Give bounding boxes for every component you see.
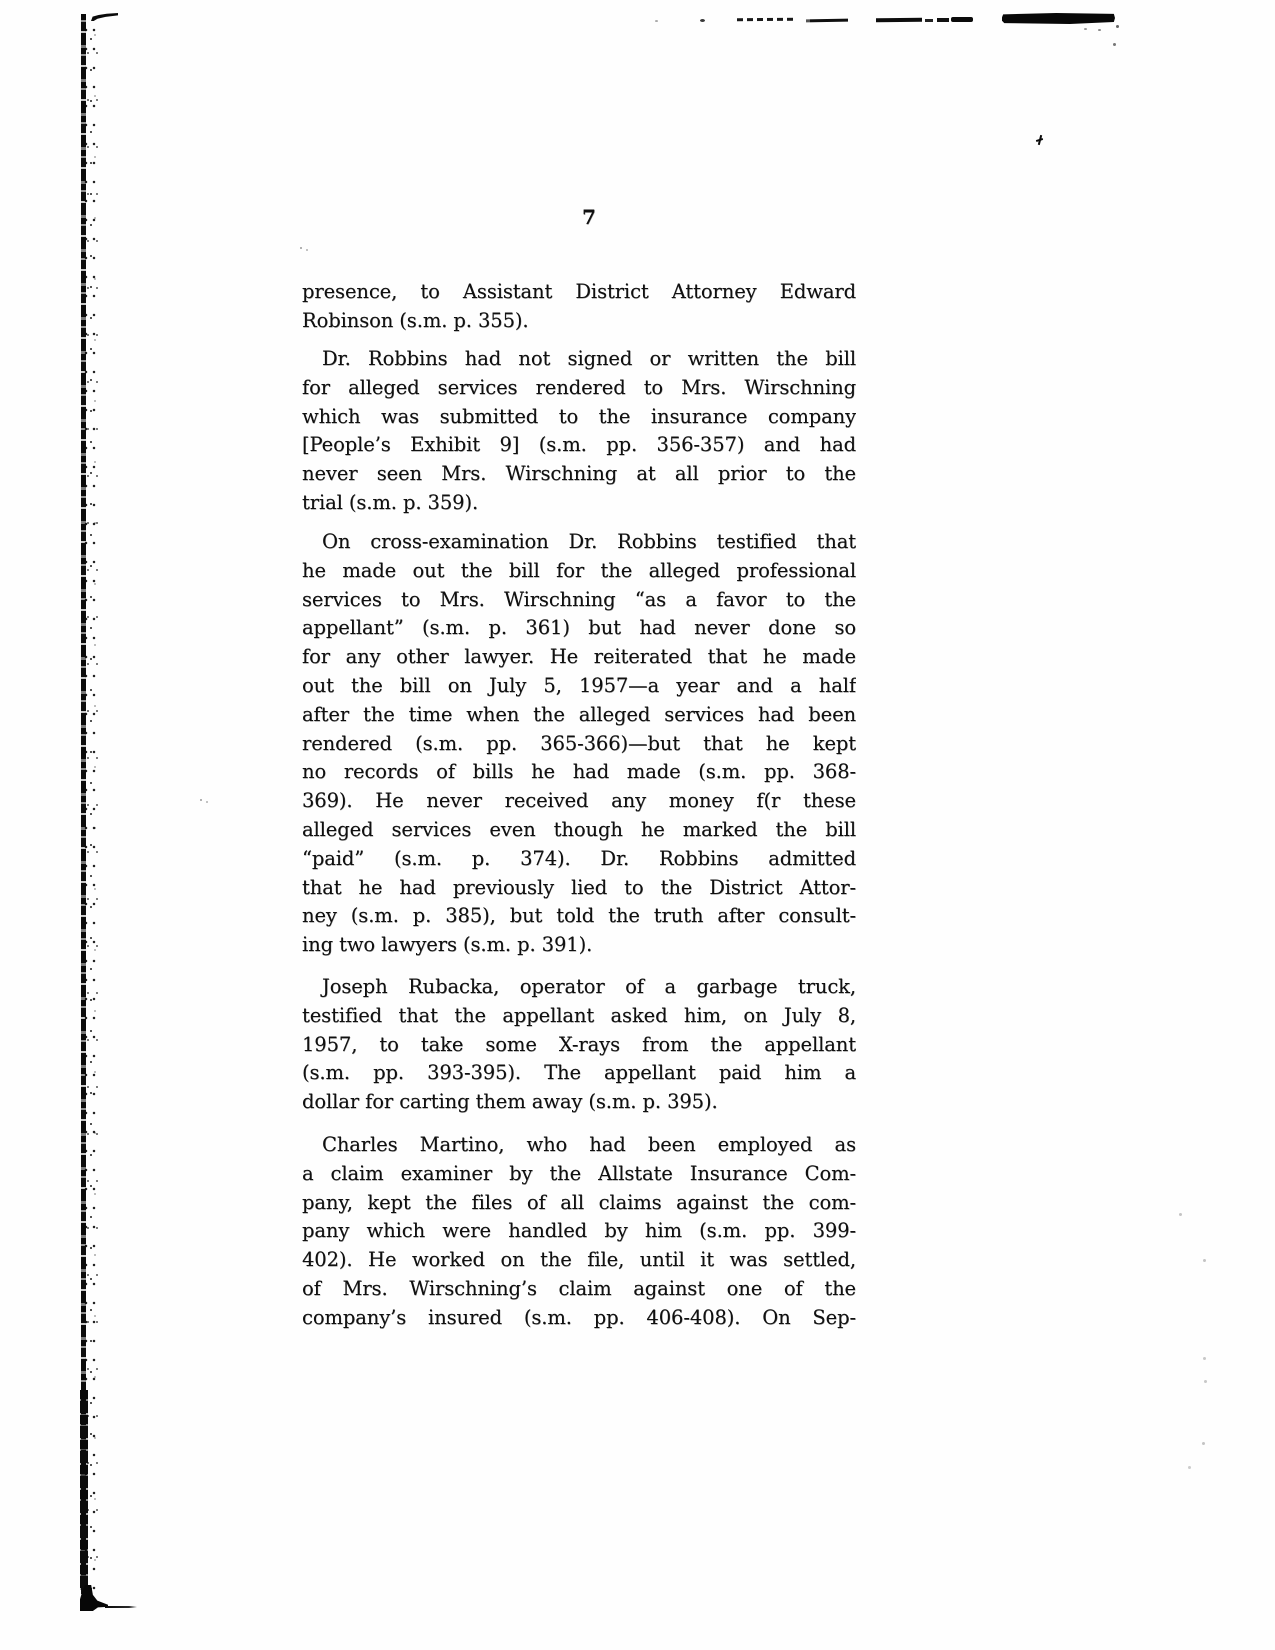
speck-artifact <box>300 247 302 249</box>
paragraph-dr-robbins-bill <box>302 345 856 518</box>
text-line: 402). He worked on the file, until it was settled, <box>302 1248 856 1272</box>
text-line: out the bill on July 5, 1957—a year and a half <box>302 673 856 697</box>
binding-edge-speckle-artifact <box>84 26 100 1594</box>
binding-edge-hook-artifact <box>91 13 118 21</box>
text-line: services to Mrs. Wirschning “as a favor to the <box>302 587 856 611</box>
paragraph-continuation <box>302 278 856 336</box>
speck-artifact <box>206 801 208 803</box>
text-line: rendered (s.m. pp. 365-366)—but that he kept <box>302 731 856 755</box>
speck-artifact <box>1098 29 1101 31</box>
top-streak-artifact <box>951 17 973 22</box>
text-line: Robinson (s.m. p. 355). <box>302 308 529 332</box>
speck-artifact <box>1204 1380 1207 1383</box>
speck-artifact <box>655 20 658 22</box>
text-line: a claim examiner by the Allstate Insurance Com- <box>302 1161 856 1185</box>
text-line: pany, kept the files of all claims against the com- <box>302 1190 856 1214</box>
text-line: dollar for carting them away (s.m. p. 395). <box>302 1090 718 1114</box>
speck-artifact <box>200 799 202 801</box>
binding-edge-dark-artifact <box>80 1390 88 1590</box>
text-line: 369). He never received any money f(r these <box>302 789 856 813</box>
text-line: “paid” (s.m. p. 374). Dr. Robbins admitted <box>302 846 856 870</box>
speck-artifact <box>1203 1357 1206 1360</box>
top-streak-artifact <box>1002 13 1115 24</box>
text-line: Charles Martino, who had been employed as <box>322 1133 856 1156</box>
paragraph-charles-martino <box>302 1131 856 1333</box>
text-line: (s.m. pp. 393-395). The appellant paid him a <box>302 1061 856 1085</box>
speck-artifact <box>306 249 308 251</box>
speck-artifact <box>1179 1213 1182 1216</box>
text-line: for alleged services rendered to Mrs. Wirschning <box>302 375 856 399</box>
text-line: On cross-examination Dr. Robbins testified that <box>322 530 856 553</box>
top-streak-artifact <box>806 19 848 22</box>
text-line: for any other lawyer. He reiterated that he made <box>302 645 856 669</box>
speck-artifact <box>1116 25 1119 28</box>
top-streak-artifact <box>700 19 705 22</box>
speck-artifact <box>1113 43 1116 46</box>
top-streak-artifact <box>737 18 797 22</box>
text-line: Joseph Rubacka, operator of a garbage truck, <box>322 975 856 998</box>
text-line: 1957, to take some X-rays from the appellant <box>302 1032 856 1056</box>
text-line: alleged services even though he marked the bill <box>302 817 856 841</box>
text-line: which was submitted to the insurance company <box>302 404 856 428</box>
text-line: that he had previously lied to the District Attor- <box>302 875 856 899</box>
speck-artifact <box>1084 28 1087 30</box>
text-line: he made out the bill for the alleged professional <box>302 558 856 582</box>
text-line: after the time when the alleged services had been <box>302 702 856 726</box>
speck-artifact <box>1203 1259 1206 1262</box>
text-line: appellant” (s.m. p. 361) but had never done so <box>302 616 856 640</box>
text-line: of Mrs. Wirschning’s claim against one of the <box>302 1276 856 1300</box>
text-line: trial (s.m. p. 359). <box>302 490 479 514</box>
text-line: never seen Mrs. Wirschning at all prior to the <box>302 462 856 486</box>
page-number: 7 <box>582 205 596 229</box>
text-line: [People’s Exhibit 9] (s.m. pp. 356-357) and had <box>302 433 856 457</box>
text-line: presence, to Assistant District Attorney Edward <box>302 280 856 303</box>
text-line: ing two lawyers (s.m. p. 391). <box>302 933 593 957</box>
binding-edge-tail-artifact <box>105 1606 137 1608</box>
paragraph-joseph-rubacka <box>302 973 856 1117</box>
top-streak-artifact <box>937 18 949 22</box>
text-line: ney (s.m. p. 385), but told the truth after consult- <box>302 904 856 928</box>
text-line: pany which were handled by him (s.m. pp. 399- <box>302 1219 856 1243</box>
text-line: company’s insured (s.m. pp. 406-408). On Sep- <box>302 1305 856 1329</box>
top-streak-artifact <box>876 18 922 22</box>
paragraph-cross-examination <box>302 528 856 960</box>
speck-artifact <box>1188 1466 1191 1469</box>
text-line: Dr. Robbins had not signed or written the bill <box>322 347 856 370</box>
speck-artifact <box>1202 1442 1205 1445</box>
text-line: testified that the appellant asked him, on July 8, <box>302 1003 856 1027</box>
top-streak-artifact <box>925 19 933 22</box>
ink-cross-artifact <box>1035 135 1045 148</box>
text-line: no records of bills he had made (s.m. pp. 368- <box>302 760 856 784</box>
